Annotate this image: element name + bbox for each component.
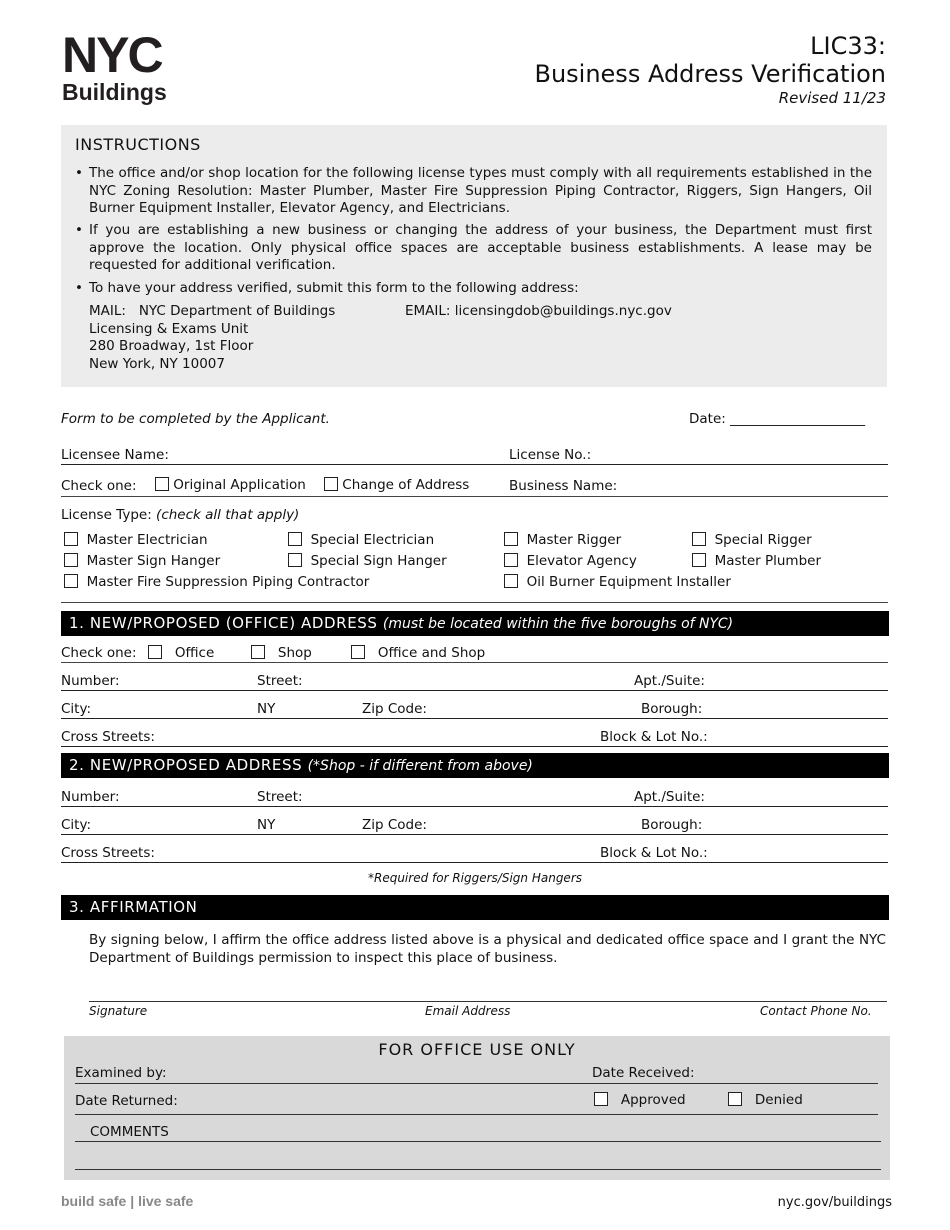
divider (61, 464, 888, 465)
section-2-header: 2. NEW/PROPOSED ADDRESS (*Shop - if different from above) (61, 753, 889, 778)
license-type-special-sign-hanger[interactable]: Special Sign Hanger (288, 553, 447, 569)
divider (61, 602, 888, 603)
instructions-title: INSTRUCTIONS (75, 135, 201, 154)
license-type-elevator-agency[interactable]: Elevator Agency (504, 553, 637, 569)
affirmation-text: By signing below, I affirm the office address listed above is a physical and dedicated office space and I grant the NYC Department of Buildings permission to inspect this place of business. (89, 932, 886, 966)
checkbox[interactable] (728, 1092, 742, 1106)
license-type-label: License Type: (check all that apply) (61, 507, 300, 523)
comments-line[interactable] (75, 1141, 881, 1142)
divider (61, 718, 888, 719)
borough-field[interactable]: Borough: (641, 817, 703, 833)
applicant-note: Form to be completed by the Applicant. (61, 411, 330, 427)
approved-option[interactable]: Approved (594, 1092, 686, 1108)
city-field[interactable]: City: (61, 701, 92, 717)
divider (75, 1114, 878, 1115)
license-no-field[interactable]: License No.: (509, 447, 592, 463)
license-type-master-plumber[interactable]: Master Plumber (692, 553, 821, 569)
checkbox[interactable] (692, 553, 706, 567)
bullet-icon: • (75, 165, 83, 181)
checkbox[interactable] (504, 532, 518, 546)
date-received-field[interactable]: Date Received: (592, 1065, 695, 1081)
instruction-bullet: • To have your address verified, submit this form to the following address: (75, 280, 579, 296)
divider (61, 862, 888, 863)
denied-option[interactable]: Denied (728, 1092, 803, 1108)
license-type-special-rigger[interactable]: Special Rigger (692, 532, 812, 548)
divider (61, 746, 888, 747)
checkbox[interactable] (594, 1092, 608, 1106)
checkbox[interactable] (64, 532, 78, 546)
signature-line[interactable] (89, 1001, 887, 1002)
number-field[interactable]: Number: (61, 673, 120, 689)
street-field[interactable]: Street: (257, 789, 303, 805)
checkbox[interactable] (692, 532, 706, 546)
form-code: LIC33: (810, 32, 886, 60)
checkbox[interactable] (288, 553, 302, 567)
date-field[interactable]: Date: ____________________ (689, 411, 866, 427)
license-type-fire-suppression[interactable]: Master Fire Suppression Piping Contractor (64, 574, 369, 590)
office-use-title: FOR OFFICE USE ONLY (378, 1040, 576, 1059)
office-and-shop-option[interactable]: Office and Shop (351, 645, 485, 661)
license-type-special-electrician[interactable]: Special Electrician (288, 532, 434, 548)
date-returned-field[interactable]: Date Returned: (75, 1093, 178, 1109)
required-note: *Required for Riggers/Sign Hangers (367, 871, 582, 885)
checkbox[interactable] (504, 574, 518, 588)
checkbox[interactable] (504, 553, 518, 567)
apt-suite-field[interactable]: Apt./Suite: (634, 789, 705, 805)
comments-label: COMMENTS (90, 1124, 169, 1140)
license-type-master-sign-hanger[interactable]: Master Sign Hanger (64, 553, 220, 569)
divider (61, 690, 888, 691)
form-title: Business Address Verification (534, 60, 886, 88)
revision-date: Revised 11/23 (778, 89, 886, 107)
check-one-label: Check one: (61, 478, 137, 494)
divider (61, 806, 888, 807)
original-application-option[interactable]: Original Application (155, 477, 306, 493)
licensee-name-field[interactable]: Licensee Name: (61, 447, 169, 463)
footer-url[interactable]: nyc.gov/buildings (777, 1195, 892, 1210)
zip-code-field[interactable]: Zip Code: (362, 701, 427, 717)
buildings-logo-text: Buildings (62, 79, 167, 105)
bullet-icon: • (75, 222, 83, 238)
checkbox[interactable] (351, 645, 365, 659)
email-link[interactable]: licensingdob@buildings.nyc.gov (454, 303, 672, 319)
signature-label: Signature (89, 1004, 148, 1018)
checkbox[interactable] (155, 477, 169, 491)
section-1-header: 1. NEW/PROPOSED (OFFICE) ADDRESS (must be located within the five boroughs of NYC) (61, 611, 889, 636)
license-type-master-rigger[interactable]: Master Rigger (504, 532, 621, 548)
block-lot-field[interactable]: Block & Lot No.: (600, 729, 708, 745)
examined-by-field[interactable]: Examined by: (75, 1065, 167, 1081)
email-contact: EMAIL: licensingdob@buildings.nyc.gov (405, 303, 672, 319)
instructions-box (61, 125, 887, 387)
instruction-bullet: • The office and/or shop location for the following license types must comply with all requirements established in the NYC Zoning Resolution: Master Plumber, Master Fire Suppression Piping Contractor, Riggers, Sign Hangers, Oil Burner Equipment Installer, Elevator Agency, and Electricians. (75, 165, 872, 216)
block-lot-field[interactable]: Block & Lot No.: (600, 845, 708, 861)
divider (75, 1083, 878, 1084)
email-address-label: Email Address (425, 1004, 511, 1018)
divider (61, 662, 888, 663)
check-one-label: Check one: (61, 645, 137, 661)
street-field[interactable]: Street: (257, 673, 303, 689)
cross-streets-field[interactable]: Cross Streets: (61, 729, 155, 745)
checkbox[interactable] (64, 553, 78, 567)
contact-phone-label: Contact Phone No. (760, 1004, 872, 1018)
bullet-icon: • (75, 280, 83, 296)
comments-line[interactable] (75, 1169, 881, 1170)
apt-suite-field[interactable]: Apt./Suite: (634, 673, 705, 689)
change-of-address-option[interactable]: Change of Address (324, 477, 469, 493)
shop-option[interactable]: Shop (251, 645, 312, 661)
nyc-logo: NYC (62, 27, 162, 83)
borough-field[interactable]: Borough: (641, 701, 703, 717)
section-3-header: 3. AFFIRMATION (61, 895, 889, 920)
office-option[interactable]: Office (148, 645, 214, 661)
license-type-oil-burner[interactable]: Oil Burner Equipment Installer (504, 574, 731, 590)
checkbox[interactable] (324, 477, 338, 491)
checkbox[interactable] (288, 532, 302, 546)
number-field[interactable]: Number: (61, 789, 120, 805)
checkbox[interactable] (148, 645, 162, 659)
checkbox[interactable] (64, 574, 78, 588)
divider (61, 834, 888, 835)
instruction-bullet: • If you are establishing a new business or changing the address of your business, the Department must first approve the location. Only physical office spaces are acceptable business establishments. A lease may be requested for additional verification. (75, 222, 872, 273)
checkbox[interactable] (251, 645, 265, 659)
city-field[interactable]: City: (61, 817, 92, 833)
footer-slogan: build safe | live safe (61, 1193, 194, 1209)
zip-code-field[interactable]: Zip Code: (362, 817, 427, 833)
divider (61, 496, 888, 497)
state-value: NY (257, 817, 276, 833)
business-name-field[interactable]: Business Name: (509, 478, 618, 494)
license-type-master-electrician[interactable]: Master Electrician (64, 532, 208, 548)
mail-address: MAIL: NYC Department of Buildings Licensing & Exams Unit 280 Broadway, 1st Floor New York, NY 10007 (89, 303, 336, 372)
cross-streets-field[interactable]: Cross Streets: (61, 845, 155, 861)
office-use-box (64, 1036, 890, 1180)
state-value: NY (257, 701, 276, 717)
